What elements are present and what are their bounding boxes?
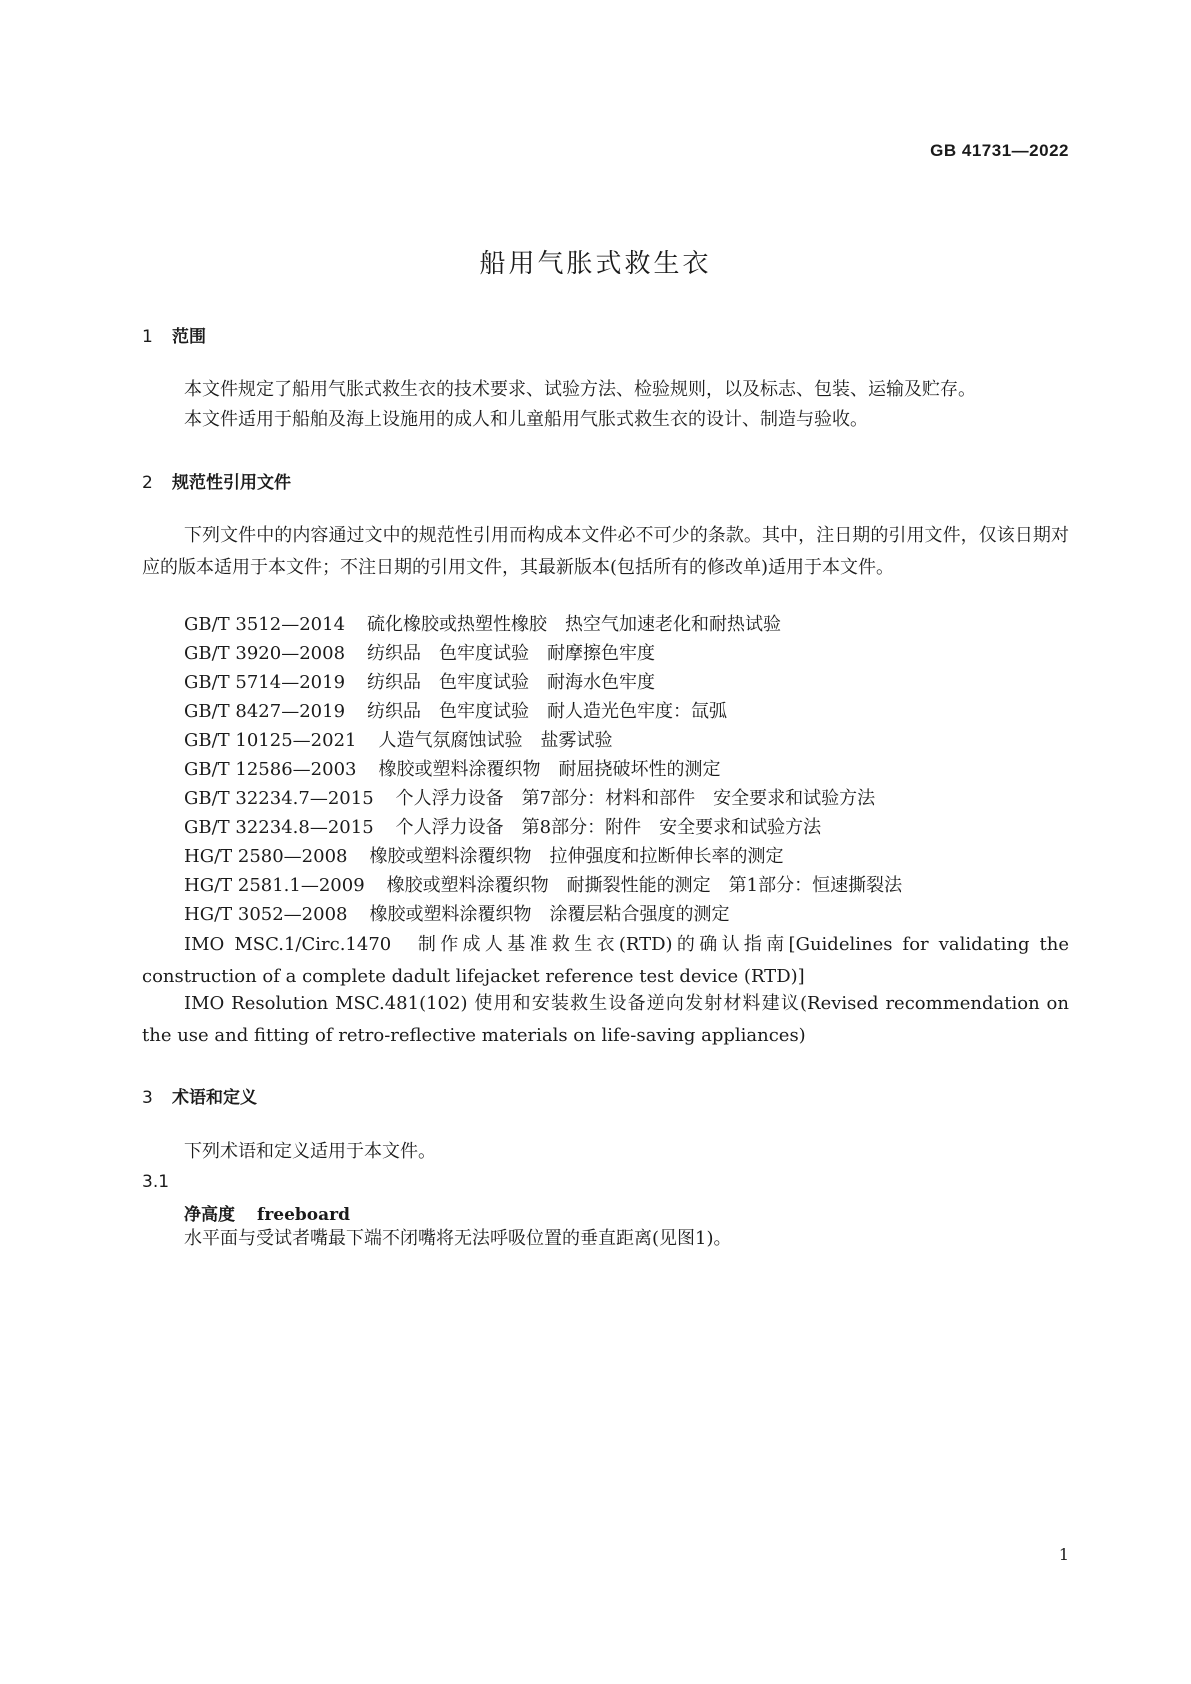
paragraph: 本文件适用于船舶及海上设施用的成人和儿童船用气胀式救生衣的设计、制造与验收。 — [184, 409, 868, 430]
page-number: 1 — [1058, 1545, 1069, 1564]
section-title: 术语和定义 — [172, 1088, 257, 1108]
reference-code: HG/T 2581.1—2009 — [184, 875, 365, 896]
reference-item — [184, 725, 612, 757]
reference-code: HG/T 3052—2008 — [184, 904, 348, 925]
page-title: 船用气胀式救生衣 — [479, 249, 712, 279]
reference-code: GB/T 32234.7—2015 — [184, 788, 374, 809]
reference-item — [184, 638, 655, 670]
reference-code: HG/T 2580—2008 — [184, 846, 348, 867]
section-title: 规范性引用文件 — [172, 473, 291, 493]
reference-item-imo: IMO Resolution MSC.481(102) 使用和安装救生设备逆向发射材料建议(Revised recommendation on the use and fitting of retro-reflective materials on life-saving appliances) — [142, 993, 1069, 1046]
section-2-heading — [142, 468, 291, 493]
reference-item — [184, 783, 875, 815]
reference-title: 个人浮力设备 第8部分：附件 安全要求和试验方法 — [395, 817, 822, 838]
reference-code: GB/T 10125—2021 — [184, 730, 357, 751]
reference-item — [184, 812, 821, 844]
reference-item — [184, 899, 730, 931]
reference-title: 纺织品 色牢度试验 耐人造光色牢度：氙弧 — [367, 701, 728, 722]
reference-title: 硫化橡胶或热塑性橡胶 热空气加速老化和耐热试验 — [367, 614, 782, 635]
reference-title: 橡胶或塑料涂覆织物 拉伸强度和拉断伸长率的测定 — [369, 846, 784, 867]
paragraph: 本文件规定了船用气胀式救生衣的技术要求、试验方法、检验规则，以及标志、包装、运输及贮存。 — [184, 379, 976, 400]
section-title: 范围 — [172, 327, 206, 347]
reference-title: 人造气氛腐蚀试验 盐雾试验 — [378, 730, 613, 751]
term-zh: 净高度 — [184, 1205, 235, 1225]
reference-item — [184, 696, 727, 728]
term-definition: 水平面与受试者嘴最下端不闭嘴将无法呼吸位置的垂直距离(见图1)。 — [184, 1228, 732, 1249]
term-number: 3.1 — [142, 1172, 170, 1192]
reference-title: 橡胶或塑料涂覆织物 涂覆层粘合强度的测定 — [369, 904, 730, 925]
reference-code: GB/T 3512—2014 — [184, 614, 346, 635]
reference-item — [184, 870, 902, 902]
reference-code: GB/T 3920—2008 — [184, 643, 346, 664]
reference-code: GB/T 12586—2003 — [184, 759, 357, 780]
section-3-heading — [142, 1083, 257, 1108]
paragraph: 下列术语和定义适用于本文件。 — [184, 1141, 436, 1162]
section-1-heading — [142, 322, 206, 347]
reference-code: GB/T 32234.8—2015 — [184, 817, 374, 838]
reference-title: 纺织品 色牢度试验 耐海水色牢度 — [367, 672, 656, 693]
section-number: 1 — [142, 327, 153, 347]
section-number: 3 — [142, 1088, 153, 1108]
reference-title: 个人浮力设备 第7部分：材料和部件 安全要求和试验方法 — [395, 788, 876, 809]
term-entry — [184, 1200, 350, 1225]
reference-item — [184, 667, 655, 699]
reference-code: GB/T 8427—2019 — [184, 701, 346, 722]
reference-code: GB/T 5714—2019 — [184, 672, 346, 693]
standard-number: GB 41731—2022 — [930, 141, 1069, 160]
reference-title: 橡胶或塑料涂覆织物 耐撕裂性能的测定 第1部分：恒速撕裂法 — [386, 875, 903, 896]
reference-item — [184, 609, 781, 641]
term-en: freeboard — [257, 1205, 350, 1225]
reference-title: 纺织品 色牢度试验 耐摩擦色牢度 — [367, 643, 656, 664]
reference-item — [184, 841, 784, 873]
paragraph: 下列文件中的内容通过文中的规范性引用而构成本文件必不可少的条款。其中，注日期的引用文件，仅该日期对应的版本适用于本文件；不注日期的引用文件，其最新版本(包括所有的修改单)适用于本文件。 — [142, 525, 1069, 578]
reference-title: 橡胶或塑料涂覆织物 耐屈挠破坏性的测定 — [378, 759, 721, 780]
reference-item — [184, 754, 720, 786]
reference-item-imo: IMO MSC.1/Circ.1470 制作成人基准救生衣(RTD)的确认指南[Guidelines for validating the construction of a complete dadult lifejacket reference test device (RTD)] — [142, 934, 1069, 987]
section-number: 2 — [142, 473, 153, 493]
